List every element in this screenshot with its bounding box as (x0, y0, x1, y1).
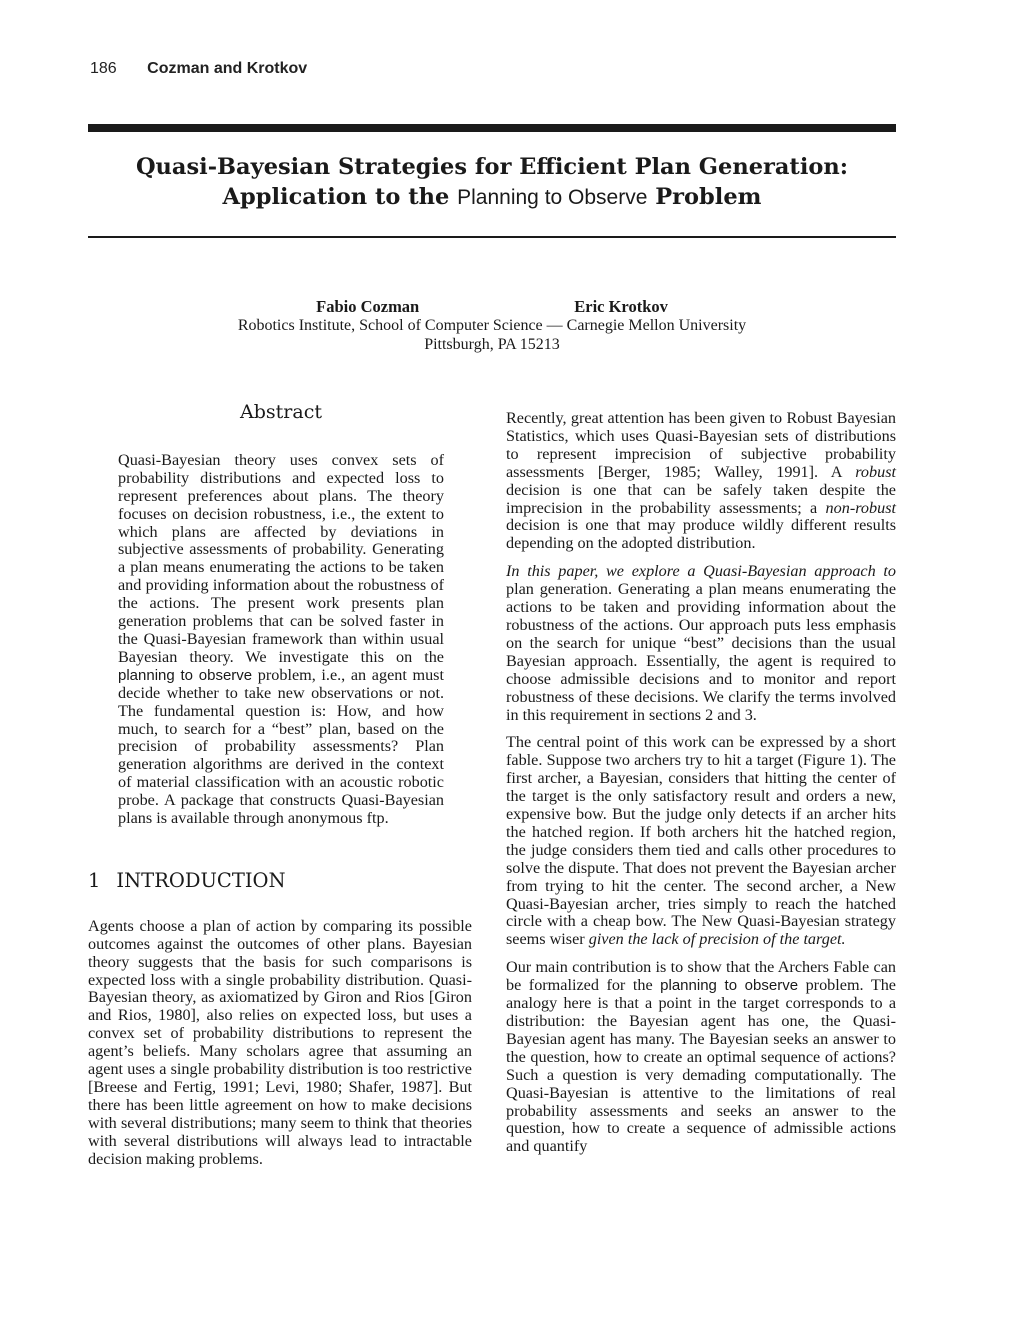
rp3-a: The central point of this work can be expressed by a short fable. Suppose two archers try to hit a target (Figure 1). The first archer, a Bayesian, considers that hitting the center of the target is the only satisfactory result and orders a new, expensive bow. But the judge only detects if an archer hits the hatched region. If both archers hit the hatched region, the judge considers them tied and calls other procedures to solve the dispute. That does not prevent the Bayesian archer from trying to hit the center. The second archer, a New Quasi-Bayesian archer, tries simply to reach the hatched circle with a cheap bow. The New Quasi-Bayesian strategy seems wiser (506, 733, 896, 949)
affiliation: Robotics Institute, School of Computer Science — Carnegie Mellon University (237, 317, 747, 334)
right-column (506, 410, 896, 1166)
rp1-c: decision is one that may produce wildly different results depending on the adopted distribution. (506, 516, 896, 553)
right-paragraph-4 (506, 959, 896, 1156)
running-head (90, 60, 307, 78)
abstract (118, 401, 444, 828)
right-paragraph-3 (506, 734, 896, 949)
running-head-authors: Cozman and Krotkov (147, 60, 308, 77)
section-heading-introduction (88, 868, 472, 892)
abstract-text-term: planning to observe (118, 666, 253, 684)
section-title: INTRODUCTION (116, 868, 286, 892)
title-line-2 (88, 182, 896, 213)
rp2-italic: In this paper, we explore a Quasi-Bayesian approach to (506, 562, 896, 581)
rp1-a: Recently, great attention has been given to Robust Bayesian Statistics, which uses Quasi-Bayesian sets of distributions to represent imprecision of subjective probability assessments [Berger, 1985; Walley, 1991]. A (506, 409, 896, 481)
right-paragraph-2 (506, 563, 896, 724)
rp3-italic: given the lack of precision of the target. (588, 930, 846, 949)
abstract-heading: Abstract (240, 401, 322, 423)
author-block (88, 297, 896, 354)
abstract-text-c: problem, i.e., an agent must decide whether to take new observations or not. The fundamental question is: How, and how much, to search for a “best” plan, based on the precision of probability assessments? Plan generation algorithms are derived in the context of material classification with an acoustic robotic probe. A package that constructs Quasi-Bayesian plans is available through anonymous ftp. (118, 665, 444, 828)
title-line-2-sans: Planning to Observe (457, 186, 648, 209)
right-paragraph-1 (506, 410, 896, 553)
page-number: 186 (90, 60, 117, 77)
paper-title (88, 152, 896, 213)
title-rule-bottom (88, 236, 896, 238)
rp4-a: Our main contribution is to show that the Archers Fable can be formalized for the (506, 958, 896, 995)
author-names (88, 297, 896, 316)
address: Pittsburgh, PA 15213 (424, 336, 560, 353)
rp2-rest: plan generation. Generating a plan means enumerating the actions to be taken and providing information about the robustness of the actions. Our approach puts less emphasis on the search for unique “best” decisions than the usual Bayesian approach. Essentially, the agent is required to choose admissible decisions and to monitor and report robustness of these decisions. We clarify the terms involved in this requirement in sections 2 and 3. (506, 580, 896, 724)
rp4-term: planning to observe (660, 977, 799, 995)
left-column (88, 401, 472, 1179)
section-number: 1 (88, 868, 101, 892)
rp1-robust: robust (855, 462, 896, 481)
intro-paragraph-1: Agents choose a plan of action by comparing its possible outcomes against the outcomes of other plans. Bayesian theory suggests that the basis for such comparisons is expected loss with a single probability distribution. Quasi-Bayesian theory, as axiomatized by Giron and Rios [Giron and Rios, 1980], also relies on expected loss, but uses a convex set of probability distributions to represent the agent’s beliefs. Many scholars agree that assuming an agent uses a single probability distribution is too restrictive [Breese and Fertig, 1991; Levi, 1980; Shafer, 1987]. But there has been little agreement on how to make decisions with several distributions; many seem to think that theories with several distributions will always lead to intractable decision making problems. (88, 916, 472, 1168)
title-line-1: Quasi-Bayesian Strategies for Efficient Plan Generation: (135, 154, 849, 180)
title-rule-top (88, 124, 896, 132)
author-1: Fabio Cozman (316, 297, 420, 316)
rp1-b: decision is one that can be safely taken despite the imprecision in the probability assessments; a (506, 480, 896, 517)
title-line-2-end: Problem (647, 184, 762, 210)
author-2: Eric Krotkov (574, 297, 668, 316)
rp4-c: problem. The analogy here is that a point in the target corresponds to a distribution: the Bayesian agent has one, the Quasi-Bayesian agent has many. The Bayesian seeks an answer to the question, how to create an optimal sequence of actions? Such a question is very demading computationally. The Quasi-Bayesian is attentive to the limitations of real probability assessments and seeks an answer to the question, how to create a sequence of admissible actions and quantify (506, 976, 896, 1156)
title-line-2-start: Application to the (222, 184, 458, 210)
rp1-nonrobust: non-robust (825, 498, 896, 517)
abstract-text-a: Quasi-Bayesian theory uses convex sets of probability distributions and expected loss to represent preferences about plans. The theory focuses on decision robustness, i.e., the extent to which plans are affected by deviations in subjective assessments of probability. Generating a plan means enumerating the actions to be taken and providing information about the robustness of the actions. The present work presents plan generation problems that can be solved faster in the Quasi-Bayesian framework than within usual Bayesian theory. We investigate this on the (118, 450, 444, 666)
abstract-text (118, 452, 444, 828)
